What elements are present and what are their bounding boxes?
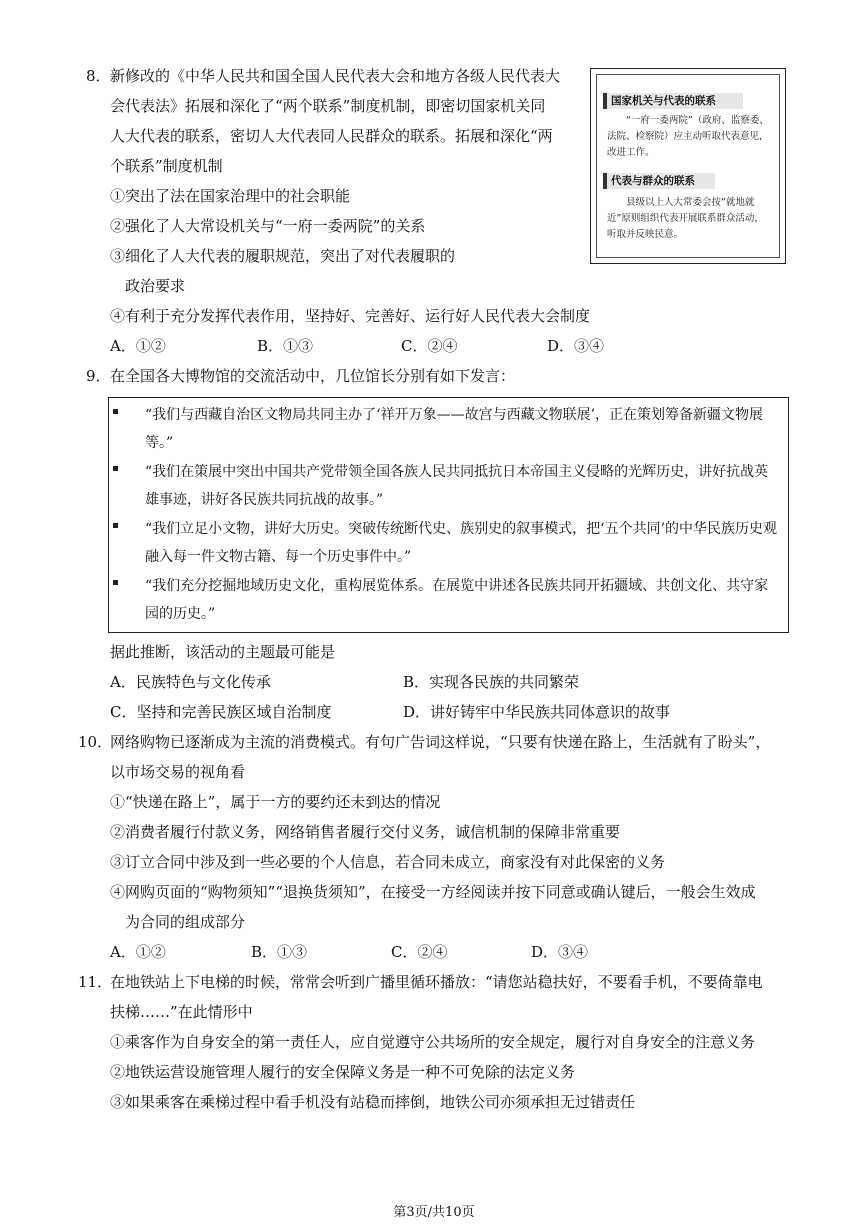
q10-option-d[interactable]: D．③④	[531, 943, 589, 961]
question-8-number: 8．	[86, 67, 111, 85]
q8-figure-heading-1: 国家机关与代表的联系	[603, 93, 743, 109]
q9-option-b[interactable]: B．实现各民族的共同繁荣	[403, 673, 580, 691]
q10-statement-4-cont: 为合同的组成部分	[125, 913, 246, 931]
q8-figure-text-2: 县级以上人大常委会按“就地就近”原则组织代表开展联系群众活动，听取并反映民意。	[607, 197, 764, 240]
q8-statement-1: ①突出了法在国家治理中的社会职能	[110, 187, 351, 205]
q9-stem: 在全国各大博物馆的交流活动中，几位馆长分别有如下发言：	[110, 367, 516, 385]
q9-quote-1: “我们与西藏自治区文物局共同主办了‘祥开万象——故宫与西藏文物联展’，正在策划筹备新疆文物展等。”	[145, 407, 764, 451]
bullet-icon	[113, 523, 118, 528]
q10-statement-3: ③订立合同中涉及到一些必要的个人信息，若合同未成立，商家没有对此保密的义务	[110, 853, 666, 871]
q8-stem-line-3: 人大代表的联系，密切人大代表同人民群众的联系。拓展和深化“两	[110, 127, 553, 145]
q11-statement-3: ③如果乘客在乘梯过程中看手机没有站稳而摔倒，地铁公司亦须承担无过错责任	[110, 1093, 636, 1111]
q8-figure-heading-2: 代表与群众的联系	[603, 173, 715, 189]
q9-option-c[interactable]: C．坚持和完善民族区域自治制度	[110, 703, 332, 721]
q10-stem-line-2: 以市场交易的视角看	[110, 763, 246, 781]
q10-statement-2: ②消费者履行付款义务，网络销售者履行交付义务，诚信机制的保障非常重要	[110, 823, 621, 841]
q9-question: 据此推断，该活动的主题最可能是	[110, 643, 336, 661]
q8-option-d[interactable]: D．③④	[547, 337, 605, 355]
bullet-icon	[113, 409, 118, 414]
bullet-icon	[113, 466, 118, 471]
q8-option-a[interactable]: A．①②	[110, 337, 166, 355]
q9-quote-box	[108, 397, 789, 633]
q10-stem-line-1: 网络购物已逐渐成为主流的消费模式。有句广告词这样说，“只要有快递在路上，生活就有了盼头”，	[110, 733, 771, 751]
q11-stem-line-1: 在地铁站上下电梯的时候，常常会听到广播里循环播放：“请您站稳扶好，不要看手机，不要倚靠电	[110, 973, 763, 991]
q11-statement-1: ①乘客作为自身安全的第一责任人，应自觉遵守公共场所的安全规定，履行对自身安全的注意义务	[110, 1033, 756, 1051]
q8-figure-frame	[596, 74, 780, 258]
bullet-icon	[113, 580, 118, 585]
q8-option-c[interactable]: C．②④	[401, 337, 458, 355]
question-9-number: 9．	[86, 367, 111, 385]
q9-quote-2: “我们在策展中突出中国共产党带领全国各族人民共同抵抗日本帝国主义侵略的光辉历史，讲好抗战英雄事迹，讲好各民族共同抗战的故事。”	[145, 464, 769, 508]
q10-option-c[interactable]: C．②④	[391, 943, 448, 961]
q10-statement-1: ①“快递在路上”，属于一方的要约还未到达的情况	[110, 793, 441, 811]
q10-statement-4: ④网购页面的“购物须知”“退换货须知”，在接受一方经阅读并按下同意或确认键后，一般会生效成	[110, 883, 756, 901]
q8-figure	[590, 68, 786, 264]
q8-statement-3: ③细化了人大代表的履职规范，突出了对代表履职的	[110, 247, 456, 265]
q9-option-d[interactable]: D．讲好铸牢中华民族共同体意识的故事	[403, 703, 671, 721]
q8-statement-4: ④有利于充分发挥代表作用，坚持好、完善好、运行好人民代表大会制度	[110, 307, 591, 325]
q9-quote-3: “我们立足小文物，讲好大历史。突破传统断代史、族别史的叙事模式，把‘五个共同’的中华民族历史观融入每一件文物古籍、每一个历史事件中。”	[145, 521, 778, 565]
question-10-number: 10．	[78, 733, 113, 751]
q8-stem-line-1: 新修改的《中华人民共和国全国人民代表大会和地方各级人民代表大	[110, 67, 561, 85]
q9-quote-4: “我们充分挖掘地域历史文化，重构展览体系。在展览中讲述各民族共同开拓疆域、共创文化、共守家园的历史。”	[145, 578, 769, 622]
q8-statement-3-cont: 政治要求	[125, 277, 186, 295]
q11-statement-2: ②地铁运营设施管理人履行的安全保障义务是一种不可免除的法定义务	[110, 1063, 576, 1081]
q8-statement-2: ②强化了人大常设机关与“一府一委两院”的关系	[110, 217, 426, 235]
q8-stem-line-2: 会代表法》拓展和深化了“两个联系”制度机制，即密切国家机关同	[110, 97, 546, 115]
q8-stem-line-4: 个联系”制度机制	[110, 157, 223, 175]
q10-option-b[interactable]: B．①③	[251, 943, 308, 961]
q8-option-b[interactable]: B．①③	[257, 337, 314, 355]
q8-figure-text-1: “一府一委两院”（政府、监察委、法院、检察院）应主动听取代表意见，改进工作。	[607, 115, 769, 158]
q11-stem-line-2: 扶梯……”在此情形中	[110, 1003, 253, 1021]
q10-option-a[interactable]: A．①②	[110, 943, 166, 961]
q9-option-a[interactable]: A．民族特色与文化传承	[110, 673, 271, 691]
question-11-number: 11．	[78, 973, 113, 991]
page-footer: 第3页/共10页	[393, 1205, 475, 1220]
